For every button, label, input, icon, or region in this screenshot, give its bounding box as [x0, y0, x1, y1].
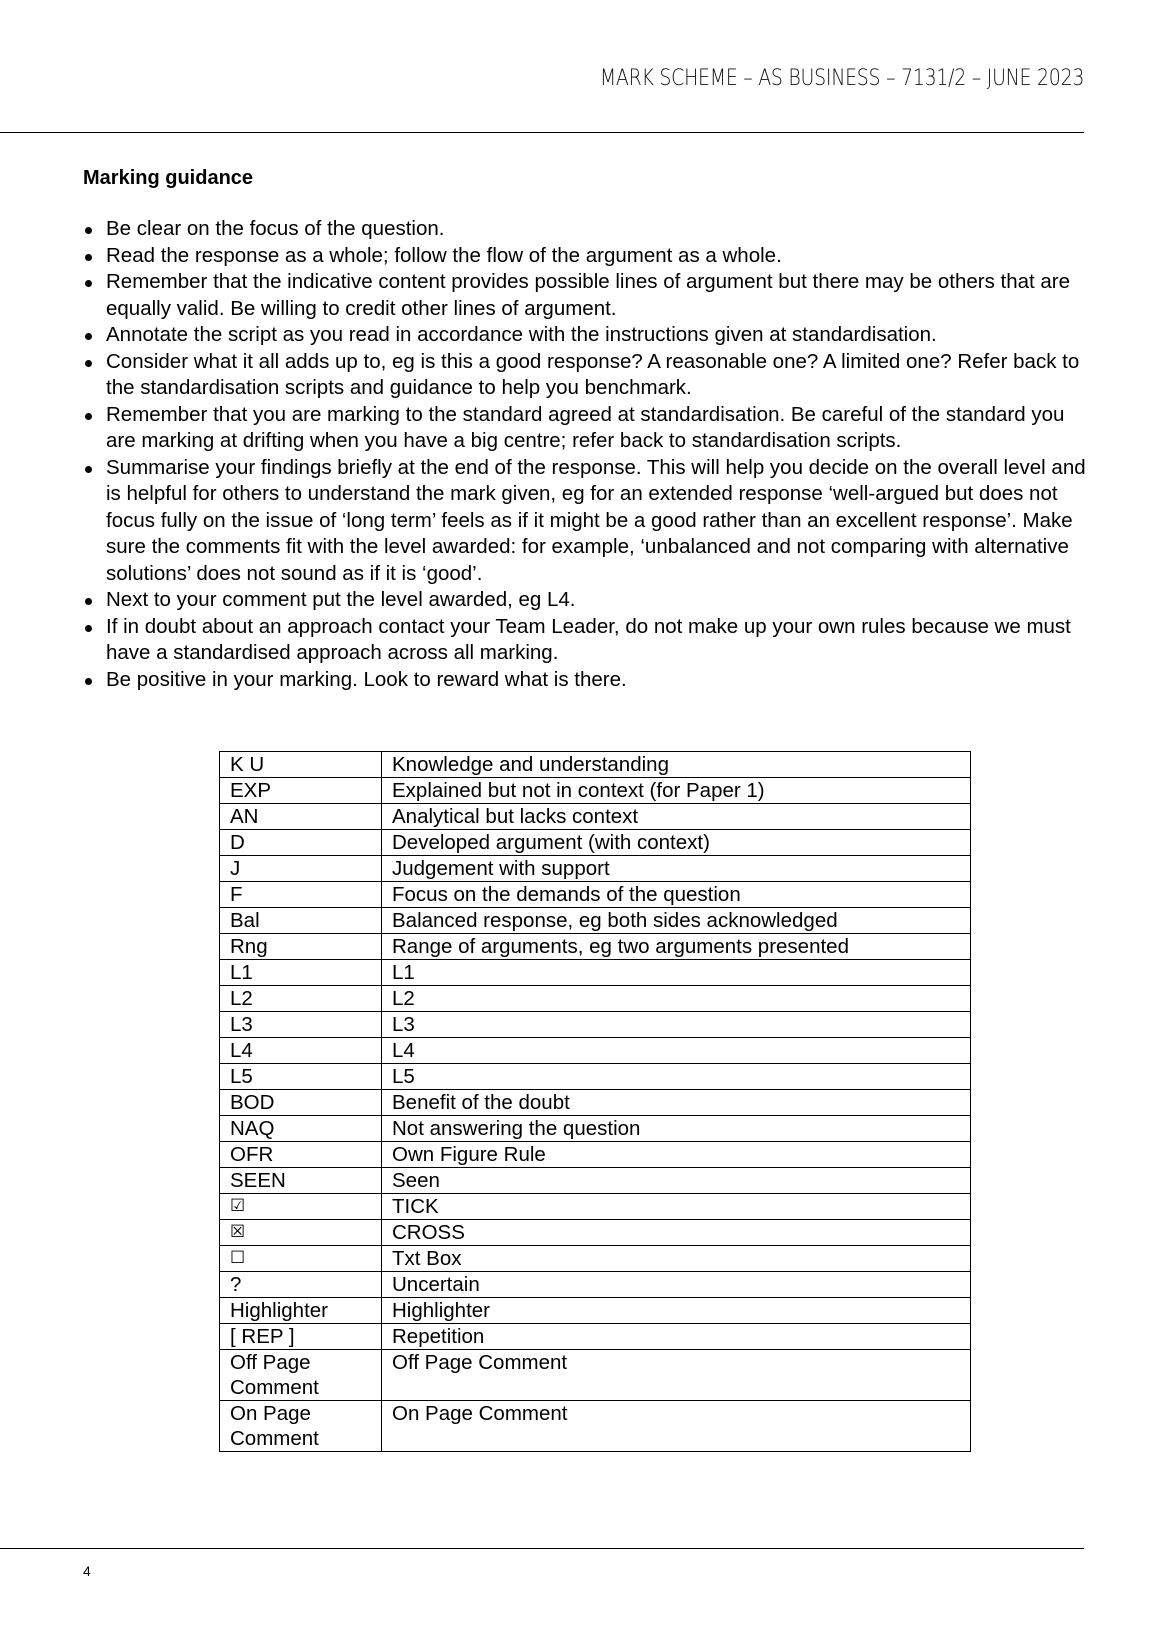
annotation-meaning: Range of arguments, eg two arguments presented — [382, 934, 971, 960]
table-row — [220, 960, 971, 986]
table-row — [220, 1350, 971, 1401]
annotation-codes-table — [219, 751, 971, 1452]
annotation-code: On Page Comment — [220, 1401, 382, 1452]
annotation-code: ? — [220, 1272, 382, 1298]
annotation-code: SEEN — [220, 1168, 382, 1194]
annotation-code: L4 — [220, 1038, 382, 1064]
annotation-code: Rng — [220, 934, 382, 960]
annotation-meaning: Txt Box — [382, 1246, 971, 1272]
annotation-code: Bal — [220, 908, 382, 934]
annotation-meaning: Seen — [382, 1168, 971, 1194]
table-row — [220, 1064, 971, 1090]
annotation-code: K U — [220, 752, 382, 778]
annotation-code: D — [220, 830, 382, 856]
table-row — [220, 1012, 971, 1038]
guidance-list — [83, 216, 1093, 693]
table-row — [220, 1324, 971, 1350]
annotation-meaning: L3 — [382, 1012, 971, 1038]
annotation-code: L1 — [220, 960, 382, 986]
table-row — [220, 856, 971, 882]
annotation-meaning: Benefit of the doubt — [382, 1090, 971, 1116]
guidance-item: Consider what it all adds up to, eg is this a good response? A reasonable one? A limited one? Refer back to the standardisation scripts and guidance to help you benchmark. — [83, 349, 1093, 402]
annotation-meaning: L4 — [382, 1038, 971, 1064]
annotation-meaning: Judgement with support — [382, 856, 971, 882]
annotation-meaning: Analytical but lacks context — [382, 804, 971, 830]
guidance-item: Summarise your findings briefly at the end of the response. This will help you decide on the overall level and is helpful for others to understand the mark given, eg for an extended response ‘well-argued but does not focus fully on the issue of ‘long term’ feels as if it might be a good rather than an excellent response’. Make sure the comments fit with the level awarded: for example, ‘unbalanced and not comparing with alternative solutions’ does not sound as if it is ‘good’. — [83, 455, 1093, 588]
annotation-meaning: On Page Comment — [382, 1401, 971, 1452]
annotation-code: EXP — [220, 778, 382, 804]
table-row — [220, 1168, 971, 1194]
guidance-item: If in doubt about an approach contact your Team Leader, do not make up your own rules because we must have a standardised approach across all marking. — [83, 614, 1093, 667]
annotation-meaning: Balanced response, eg both sides acknowledged — [382, 908, 971, 934]
table-row — [220, 986, 971, 1012]
guidance-item: Remember that you are marking to the standard agreed at standardisation. Be careful of the standard you are marking at drifting when you have a big centre; refer back to standardisation scripts. — [83, 402, 1093, 455]
guidance-item: Read the response as a whole; follow the flow of the argument as a whole. — [83, 243, 1093, 270]
annotation-code: Off Page Comment — [220, 1350, 382, 1401]
annotation-code: NAQ — [220, 1116, 382, 1142]
tick-box-icon: ☑ — [220, 1194, 382, 1220]
table-row — [220, 1142, 971, 1168]
annotation-meaning: Highlighter — [382, 1298, 971, 1324]
annotation-code: L2 — [220, 986, 382, 1012]
annotation-code: Highlighter — [220, 1298, 382, 1324]
annotation-meaning: TICK — [382, 1194, 971, 1220]
guidance-item: Be clear on the focus of the question. — [83, 216, 1093, 243]
section-title: Marking guidance — [83, 167, 254, 189]
annotation-code: L5 — [220, 1064, 382, 1090]
table-row — [220, 1194, 971, 1220]
footer-divider — [0, 1548, 1084, 1549]
annotation-meaning: L5 — [382, 1064, 971, 1090]
annotation-code: AN — [220, 804, 382, 830]
annotation-meaning: Explained but not in context (for Paper 1) — [382, 778, 971, 804]
annotation-meaning: Off Page Comment — [382, 1350, 971, 1401]
table-row — [220, 1401, 971, 1452]
annotation-meaning: Repetition — [382, 1324, 971, 1350]
annotation-code: [ REP ] — [220, 1324, 382, 1350]
table-row — [220, 882, 971, 908]
annotation-code: BOD — [220, 1090, 382, 1116]
annotation-meaning: Own Figure Rule — [382, 1142, 971, 1168]
annotation-code: OFR — [220, 1142, 382, 1168]
guidance-item: Be positive in your marking. Look to reward what is there. — [83, 667, 1093, 694]
annotation-meaning: Knowledge and understanding — [382, 752, 971, 778]
table-row — [220, 1272, 971, 1298]
annotation-meaning: CROSS — [382, 1220, 971, 1246]
text-box-icon: ☐ — [220, 1246, 382, 1272]
annotation-meaning: Focus on the demands of the question — [382, 882, 971, 908]
annotation-meaning: Developed argument (with context) — [382, 830, 971, 856]
table-row — [220, 830, 971, 856]
guidance-item: Annotate the script as you read in accordance with the instructions given at standardisation. — [83, 322, 1093, 349]
table-row — [220, 778, 971, 804]
cross-box-icon: ☒ — [220, 1220, 382, 1246]
table-row — [220, 1090, 971, 1116]
table-row — [220, 1038, 971, 1064]
annotation-code: F — [220, 882, 382, 908]
annotation-meaning: L1 — [382, 960, 971, 986]
table-row — [220, 752, 971, 778]
table-row — [220, 1298, 971, 1324]
table-row — [220, 934, 971, 960]
table-row — [220, 1220, 971, 1246]
page-number: 4 — [83, 1563, 91, 1579]
table-row — [220, 908, 971, 934]
guidance-item: Remember that the indicative content provides possible lines of argument but there may be others that are equally valid. Be willing to credit other lines of argument. — [83, 269, 1093, 322]
table-row — [220, 804, 971, 830]
annotation-meaning: Not answering the question — [382, 1116, 971, 1142]
annotation-code: J — [220, 856, 382, 882]
annotation-code: L3 — [220, 1012, 382, 1038]
header-divider — [0, 132, 1084, 133]
annotation-meaning: L2 — [382, 986, 971, 1012]
table-row — [220, 1116, 971, 1142]
document-header-title: MARK SCHEME – AS BUSINESS – 7131/2 – JUNE 2023 — [599, 66, 1084, 91]
guidance-item: Next to your comment put the level awarded, eg L4. — [83, 587, 1093, 614]
annotation-meaning: Uncertain — [382, 1272, 971, 1298]
table-row — [220, 1246, 971, 1272]
